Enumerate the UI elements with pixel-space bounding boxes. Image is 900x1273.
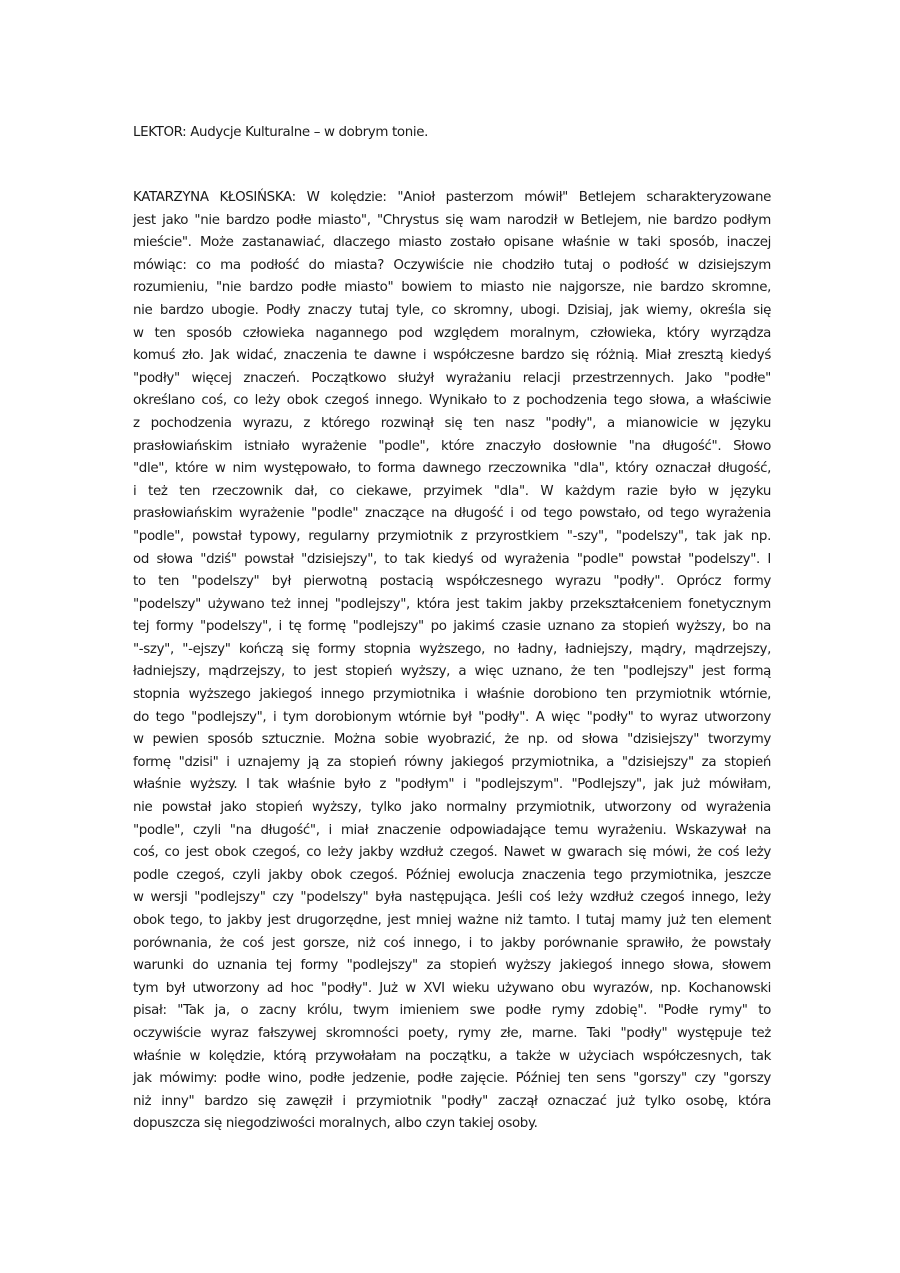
paragraph-line: mówiąc: co ma podłość do miasta? Oczywiście nie chodziło tutaj o podłość w dzisiejszym: [133, 257, 771, 273]
paragraph-line: od słowa "dziś" powstał "dzisiejszy", to tak kiedyś od wyrażenia "podle" powstał "podelszy". I: [133, 551, 771, 567]
paragraph-line: właśnie w kolędzie, którą przywołałam na początku, a także w użyciach współczesnych, tak: [133, 1048, 771, 1064]
paragraph-line: prasłowiańskim wyrażenie "podle" znaczące na długość i od tego powstało, od tego wyrażenia: [133, 506, 771, 522]
paragraph-line: stopnia wyższego jakiegoś innego przymiotnika i właśnie dorobiono ten przymiotnik wtórnie,: [133, 687, 771, 703]
paragraph-line: porównania, że coś jest gorsze, niż coś innego, i to jakby porównanie sprawiło, że powstały: [133, 935, 771, 951]
paragraph-line: "podelszy" używano też innej "podlejszy", która jest takim jakby przekształceniem fonetycznym: [133, 596, 771, 612]
paragraph-line: mieście". Może zastanawiać, dlaczego miasto zostało opisane właśnie w taki sposób, inaczej: [133, 235, 771, 251]
paragraph-line: w ten sposób człowieka nagannego pod względem moralnym, człowieka, który wyrządza: [133, 325, 771, 341]
paragraph-line: pisał: "Tak ja, o zacny królu, twym imieniem swe podłe rymy zdobię". "Podłe rymy" to: [133, 1003, 771, 1019]
paragraph-line: i też ten rzeczownik dał, co ciekawe, przyimek "dla". W każdym razie było w języku: [133, 483, 771, 499]
lektor-header-line: LEKTOR: Audycje Kulturalne – w dobrym tonie.: [133, 125, 428, 140]
paragraph-line: w pewien sposób sztucznie. Można sobie wyobrazić, że np. od słowa "dzisiejszy" tworzymy: [133, 732, 771, 748]
paragraph-line: rozumieniu, "nie bardzo podłe miasto" bowiem to miasto nie najgorsze, nie bardzo skromne,: [133, 280, 771, 296]
paragraph-line: w wersji "podlejszy" czy "podelszy" była następująca. Jeśli coś leży wzdłuż czegoś innego, leży: [133, 890, 771, 906]
paragraph-line: dopuszcza się niegodziwości moralnych, albo czyn takiej osoby.: [133, 1116, 538, 1132]
paragraph-line: właśnie wyższy. I tak właśnie było z "podłym" i "podlejszym". "Podlejszy", jak już mówiłam,: [133, 777, 771, 793]
paragraph-line: niż inny" bardzo się zawęził i przymiotnik "podły" zaczął oznaczać już tylko osobę, która: [133, 1093, 771, 1109]
paragraph-line: nie bardzo ubogie. Podły znaczy tutaj tyle, co skromny, ubogi. Dzisiaj, jak wiemy, określa się: [133, 302, 771, 318]
paragraph-line: do tego "podlejszy", i tym dorobionym wtórnie był "podły". A więc "podły" to wyraz utworzony: [133, 709, 771, 725]
paragraph-line: z pochodzenia wyrazu, z którego rozwinął się ten nasz "podły", a mianowicie w języku: [133, 415, 771, 431]
paragraph-line: nie powstał jako stopień wyższy, tylko jako normalny przymiotnik, utworzony od wyrażenia: [133, 800, 771, 816]
paragraph-line: określano coś, co leży obok czegoś innego. Wynikało to z pochodzenia tego słowa, a właściwie: [133, 393, 771, 409]
paragraph-line: "-szy", "-ejszy" kończą się formy stopnia wyższego, no ładny, ładniejszy, mądry, mądrzejszy,: [133, 641, 771, 657]
paragraph-line: jak mówimy: podłe wino, podłe jedzenie, podłe zajęcie. Później ten sens "gorszy" czy "gorszy: [133, 1071, 771, 1087]
paragraph-line: komuś zło. Jak widać, znaczenia te dawne i współczesne bardzo się różnią. Miał zresztą kiedyś: [133, 348, 771, 364]
paragraph-line: "dle", które w nim występowało, to forma dawnego rzeczownika "dla", który oznaczał długość,: [133, 461, 771, 477]
paragraph-line: coś, co jest obok czegoś, co leży jakby wzdłuż czegoś. Nawet w gwarach się mówi, że coś leży: [133, 845, 771, 861]
paragraph-line: ładniejszy, mądrzejszy, to jest stopień wyższy, a więc uznano, że ten "podlejszy" jest formą: [133, 664, 771, 680]
paragraph-line: obok tego, to jakby jest drugorzędne, jest mniej ważne niż tamto. I tutaj mamy już ten element: [133, 913, 771, 928]
paragraph-line: oczywiście wyraz fałszywej skromności poety, rymy złe, marne. Taki "podły" występuje też: [133, 1025, 771, 1041]
paragraph-line: KATARZYNA KŁOSIŃSKA: W kolędzie: "Anioł pasterzom mówił" Betlejem scharakteryzowane: [133, 190, 771, 205]
paragraph-line: tym był utworzony ad hoc "podły". Już w XVI wieku używano obu wyrazów, np. Kochanowski: [133, 980, 771, 996]
paragraph-line: prasłowiańskim istniało wyrażenie "podle", które znaczyło dosłownie "na długość". Słowo: [133, 438, 771, 454]
paragraph-line: warunki do uznania tej formy "podlejszy" za stopień wyższy jakiegoś innego słowa, słowem: [133, 958, 771, 974]
paragraph-line: to ten "podelszy" był pierwotną postacią współczesnego wyrazu "podły". Oprócz formy: [133, 574, 771, 590]
paragraph-line: "podły" więcej znaczeń. Początkowo służył wyrażaniu relacji przestrzennych. Jako "podłe": [133, 370, 771, 386]
paragraph-line: formę "dzisi" i uznajemy ją za stopień równy jakiegoś przymiotnika, a "dzisiejszy" za stopień: [133, 754, 771, 770]
paragraph-line: jest jako "nie bardzo podłe miasto", "Chrystus się wam narodził w Betlejem, nie bardzo podłym: [133, 212, 771, 228]
transcript-paragraph: [133, 187, 771, 1136]
paragraph-line: "podle", czyli "na długość", i miał znaczenie odpowiadające temu wyrażeniu. Wskazywał na: [133, 822, 771, 838]
paragraph-line: tej formy "podelszy", i tę formę "podlejszy" po jakimś czasie uznano za stopień wyższy, bo na: [133, 619, 771, 635]
paragraph-line: "podle", powstał typowy, regularny przymiotnik z przyrostkiem "-szy", "podelszy", tak jak np.: [133, 528, 771, 544]
paragraph-line: podle czegoś, czyli jakby obok czegoś. Później ewolucja znaczenia tego przymiotnika, jeszcze: [133, 867, 771, 883]
